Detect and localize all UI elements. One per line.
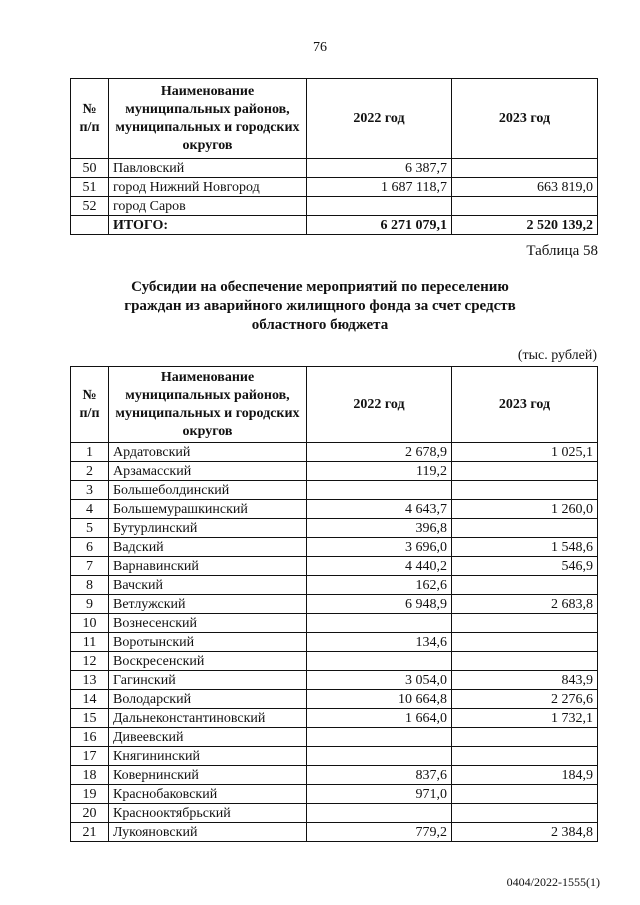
row-value-2022 <box>307 804 452 823</box>
row-value-2022: 779,2 <box>307 823 452 842</box>
row-number: 15 <box>71 709 109 728</box>
row-value-2022: 119,2 <box>307 462 452 481</box>
row-name: Большеболдинский <box>109 481 307 500</box>
page-number: 76 <box>313 40 327 55</box>
row-number: 14 <box>71 690 109 709</box>
header-2023: 2023 год <box>452 79 598 159</box>
row-value-2023: 1 732,1 <box>452 709 598 728</box>
row-number: 4 <box>71 500 109 519</box>
row-number: 13 <box>71 671 109 690</box>
row-value-2023: 546,9 <box>452 557 598 576</box>
table-58 <box>70 366 598 842</box>
row-number: 52 <box>71 197 109 216</box>
table-row <box>71 671 598 690</box>
header-name: Наименование муниципальных районов, муниципальных и городских округов <box>109 367 307 443</box>
row-name: Краснобаковский <box>109 785 307 804</box>
row-name: Воскресенский <box>109 652 307 671</box>
table-row <box>71 785 598 804</box>
row-number: 16 <box>71 728 109 747</box>
row-number: 20 <box>71 804 109 823</box>
row-value-2023 <box>452 159 598 178</box>
table-row <box>71 557 598 576</box>
row-value-2022: 837,6 <box>307 766 452 785</box>
row-name: Дальнеконстантиновский <box>109 709 307 728</box>
row-number: 7 <box>71 557 109 576</box>
row-value-2023: 1 548,6 <box>452 538 598 557</box>
row-value-2022: 1 664,0 <box>307 709 452 728</box>
row-name: город Саров <box>109 197 307 216</box>
document-code: 0404/2022-1555(1) <box>506 875 600 889</box>
row-value-2022 <box>307 728 452 747</box>
row-number: 5 <box>71 519 109 538</box>
row-number: 11 <box>71 633 109 652</box>
row-value-2022: 134,6 <box>307 633 452 652</box>
row-value-2022: 3 696,0 <box>307 538 452 557</box>
total-2022: 6 271 079,1 <box>307 216 452 235</box>
table-row <box>71 538 598 557</box>
table-caption: Таблица 58 <box>526 243 598 259</box>
row-value-2022: 3 054,0 <box>307 671 452 690</box>
row-name: Ардатовский <box>109 443 307 462</box>
table-row <box>71 633 598 652</box>
row-number: 19 <box>71 785 109 804</box>
row-value-2022: 4 440,2 <box>307 557 452 576</box>
row-value-2023: 1 025,1 <box>452 443 598 462</box>
row-name: Дивеевский <box>109 728 307 747</box>
table-row <box>71 576 598 595</box>
row-value-2022: 2 678,9 <box>307 443 452 462</box>
table-row <box>71 481 598 500</box>
row-name: Арзамасский <box>109 462 307 481</box>
table-row <box>71 197 598 216</box>
row-value-2022: 6 948,9 <box>307 595 452 614</box>
row-value-2022 <box>307 614 452 633</box>
row-value-2022: 1 687 118,7 <box>307 178 452 197</box>
row-value-2023: 663 819,0 <box>452 178 598 197</box>
row-name: Большемурашкинский <box>109 500 307 519</box>
row-value-2022: 4 643,7 <box>307 500 452 519</box>
row-name: Павловский <box>109 159 307 178</box>
row-number: 50 <box>71 159 109 178</box>
row-value-2023 <box>452 462 598 481</box>
table-row <box>71 804 598 823</box>
row-number: 21 <box>71 823 109 842</box>
header-2023: 2023 год <box>452 367 598 443</box>
row-value-2022: 6 387,7 <box>307 159 452 178</box>
row-number: 12 <box>71 652 109 671</box>
total-num <box>71 216 109 235</box>
table-row <box>71 443 598 462</box>
row-value-2022 <box>307 747 452 766</box>
table-continuation <box>70 78 598 235</box>
row-name: Лукояновский <box>109 823 307 842</box>
row-value-2022 <box>307 652 452 671</box>
row-value-2023: 1 260,0 <box>452 500 598 519</box>
row-name: Вачский <box>109 576 307 595</box>
row-name: Краснооктябрьский <box>109 804 307 823</box>
row-name: Бутурлинский <box>109 519 307 538</box>
row-value-2022: 971,0 <box>307 785 452 804</box>
table-row <box>71 652 598 671</box>
total-label: ИТОГО: <box>109 216 307 235</box>
row-number: 9 <box>71 595 109 614</box>
row-value-2023 <box>452 614 598 633</box>
table-row <box>71 823 598 842</box>
table-row <box>71 747 598 766</box>
header-num: № п/п <box>71 367 109 443</box>
row-number: 51 <box>71 178 109 197</box>
row-value-2023 <box>452 481 598 500</box>
total-row <box>71 216 598 235</box>
row-value-2023 <box>452 652 598 671</box>
row-name: Володарский <box>109 690 307 709</box>
row-value-2023 <box>452 804 598 823</box>
row-value-2023 <box>452 576 598 595</box>
table-row <box>71 690 598 709</box>
table-row <box>71 462 598 481</box>
header-name: Наименование муниципальных районов, муниципальных и городских округов <box>109 79 307 159</box>
row-name: город Нижний Новгород <box>109 178 307 197</box>
row-value-2023: 184,9 <box>452 766 598 785</box>
row-name: Варнавинский <box>109 557 307 576</box>
table-row <box>71 709 598 728</box>
row-value-2023 <box>452 633 598 652</box>
row-number: 1 <box>71 443 109 462</box>
row-value-2023: 2 384,8 <box>452 823 598 842</box>
header-num: № п/п <box>71 79 109 159</box>
table-row <box>71 159 598 178</box>
row-value-2023: 843,9 <box>452 671 598 690</box>
row-value-2022 <box>307 481 452 500</box>
row-number: 2 <box>71 462 109 481</box>
table-row <box>71 595 598 614</box>
header-2022: 2022 год <box>307 79 452 159</box>
row-value-2022: 162,6 <box>307 576 452 595</box>
row-name: Княгининский <box>109 747 307 766</box>
table-row <box>71 519 598 538</box>
table-row <box>71 178 598 197</box>
row-value-2023: 2 683,8 <box>452 595 598 614</box>
row-name: Ковернинский <box>109 766 307 785</box>
row-value-2023 <box>452 519 598 538</box>
row-value-2023: 2 276,6 <box>452 690 598 709</box>
row-value-2023 <box>452 728 598 747</box>
total-2023: 2 520 139,2 <box>452 216 598 235</box>
row-name: Воротынский <box>109 633 307 652</box>
header-2022: 2022 год <box>307 367 452 443</box>
table-row <box>71 728 598 747</box>
row-value-2023 <box>452 785 598 804</box>
row-number: 6 <box>71 538 109 557</box>
row-number: 10 <box>71 614 109 633</box>
row-name: Гагинский <box>109 671 307 690</box>
row-name: Вадский <box>109 538 307 557</box>
row-name: Вознесенский <box>109 614 307 633</box>
row-value-2022: 396,8 <box>307 519 452 538</box>
row-number: 17 <box>71 747 109 766</box>
table-row <box>71 614 598 633</box>
row-value-2022 <box>307 197 452 216</box>
row-number: 8 <box>71 576 109 595</box>
row-value-2023 <box>452 197 598 216</box>
row-name: Ветлужский <box>109 595 307 614</box>
units-note: (тыс. рублей) <box>517 348 597 363</box>
row-value-2023 <box>452 747 598 766</box>
row-number: 18 <box>71 766 109 785</box>
row-number: 3 <box>71 481 109 500</box>
table-row <box>71 766 598 785</box>
row-value-2022: 10 664,8 <box>307 690 452 709</box>
table-title: Субсидии на обеспечение мероприятий по переселению граждан из аварийного жилищного фонда за счет средств областного бюджета <box>124 279 516 333</box>
table-row <box>71 500 598 519</box>
